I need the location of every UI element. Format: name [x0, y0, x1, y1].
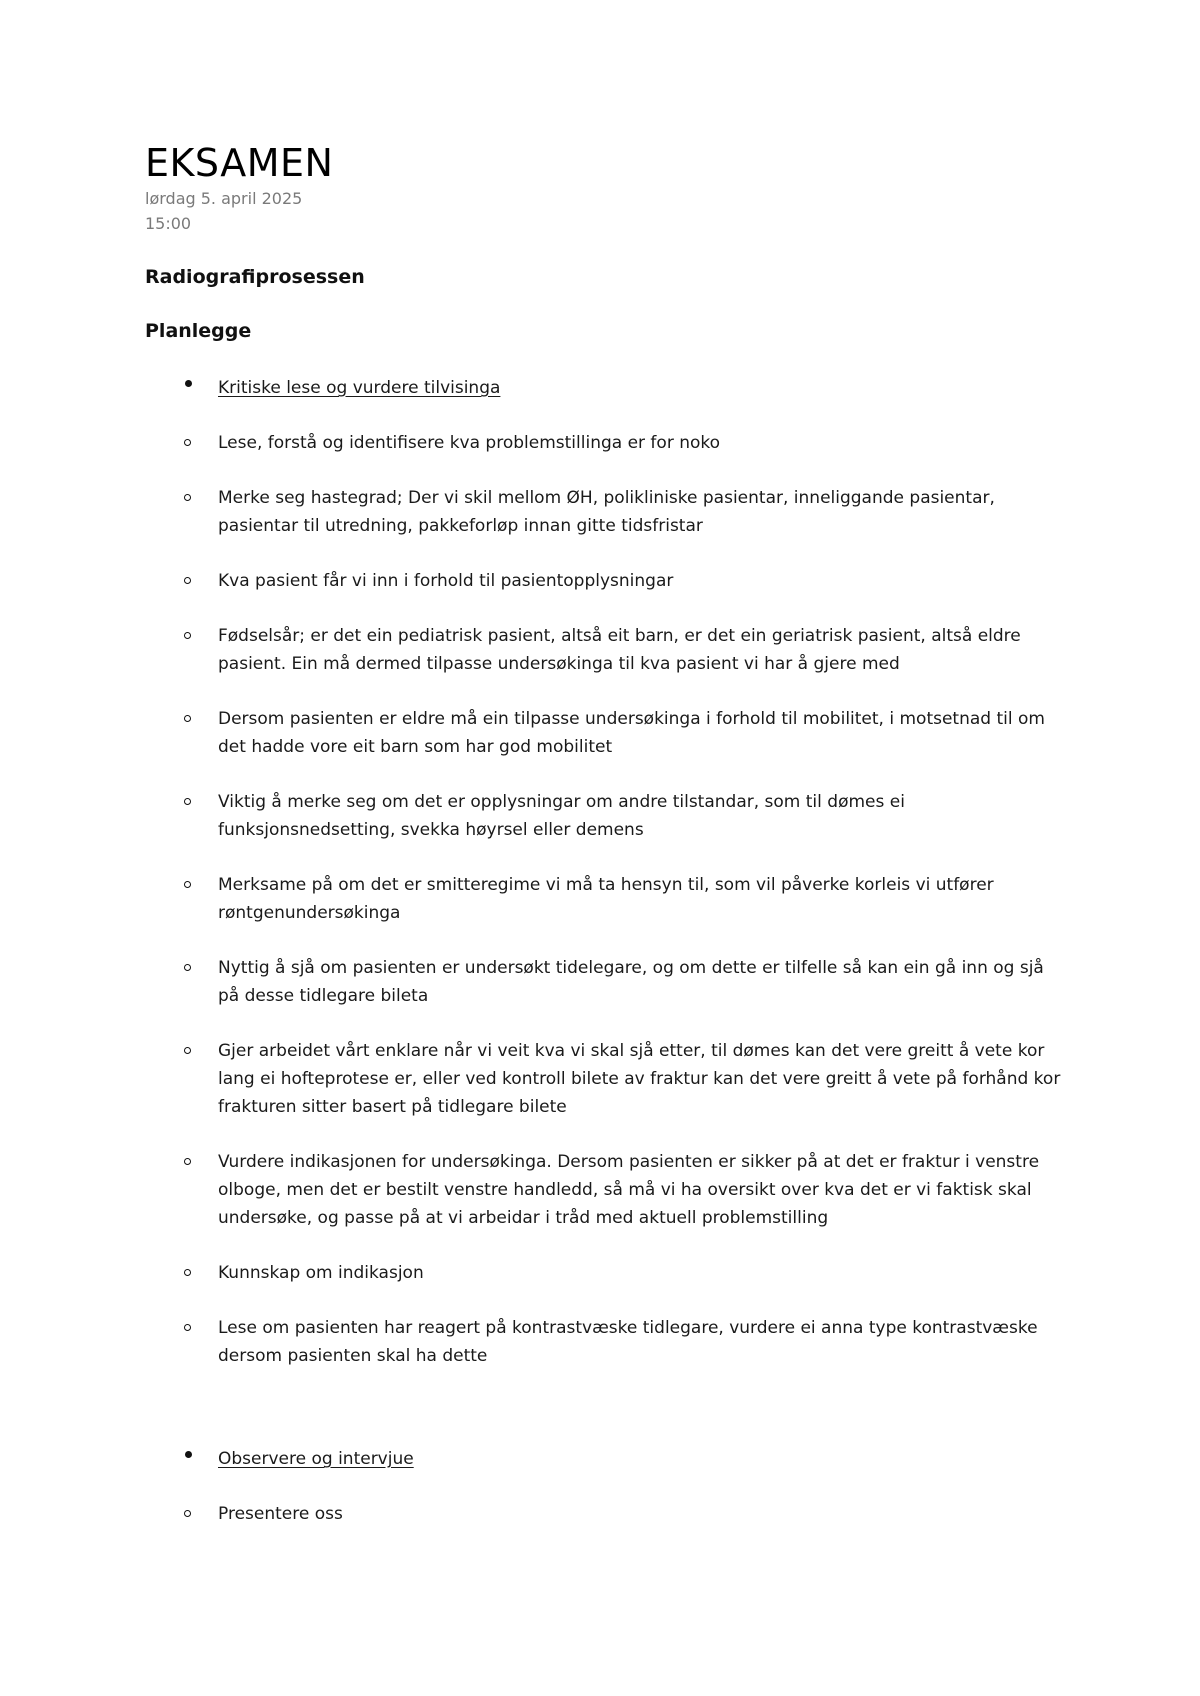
list-item	[145, 1259, 1065, 1287]
list-item	[145, 954, 1065, 1010]
section-heading: Radiografiprosessen	[145, 266, 365, 288]
list-item	[145, 567, 1065, 595]
bullet-list-2	[145, 1445, 1065, 1528]
page-date: lørdag 5. april 2025	[145, 189, 303, 208]
list-item-text: Merke seg hastegrad; Der vi skil mellom ØH, polikliniske pasientar, inneliggande pasientar, pasientar til utredning, pakkeforløp innan gitte tidsfristar	[218, 488, 995, 536]
circle-bullet-icon	[184, 494, 191, 501]
bullet-icon	[185, 380, 192, 387]
list-item	[145, 484, 1065, 540]
circle-bullet-icon	[184, 1158, 191, 1165]
list-item-text: Fødselsår; er det ein pediatrisk pasient, altså eit barn, er det ein geriatrisk pasient, altså eldre pasient. Ein må dermed tilpasse undersøkinga til kva pasient vi har å gjere med	[218, 626, 1021, 674]
circle-bullet-icon	[184, 715, 191, 722]
circle-bullet-icon	[184, 439, 191, 446]
circle-bullet-icon	[184, 798, 191, 805]
list-item-text: Merksame på om det er smitteregime vi må ta hensyn til, som vil påverke korleis vi utfører røntgenundersøkinga	[218, 875, 994, 923]
list-item-text: Gjer arbeidet vårt enklare når vi veit kva vi skal sjå etter, til dømes kan det vere greitt å vete kor lang ei hofteprotese er, eller ved kontroll bilete av fraktur kan det vere greitt å vete på forhånd kor frakturen sitter basert på tidlegare bilete	[218, 1041, 1061, 1117]
circle-bullet-icon	[184, 1269, 191, 1276]
list-item	[145, 1148, 1065, 1232]
circle-bullet-icon	[184, 1324, 191, 1331]
list-item-text: Kritiske lese og vurdere tilvisinga	[218, 378, 501, 398]
list-item-text: Dersom pasienten er eldre må ein tilpasse undersøkinga i forhold til mobilitet, i motsetnad til om det hadde vore eit barn som har god mobilitet	[218, 709, 1045, 757]
document-page	[145, 140, 1065, 1528]
circle-bullet-icon	[184, 577, 191, 584]
list-item	[145, 1314, 1065, 1370]
circle-bullet-icon	[184, 1510, 191, 1517]
page-time: 15:00	[145, 214, 192, 233]
paragraph-spacer	[145, 1370, 1065, 1418]
page-title: EKSAMEN	[145, 141, 334, 185]
list-item-text: Kva pasient får vi inn i forhold til pasientopplysningar	[218, 571, 674, 591]
list-item	[145, 1037, 1065, 1121]
list-item	[145, 788, 1065, 844]
list-item	[145, 705, 1065, 761]
circle-bullet-icon	[184, 632, 191, 639]
circle-bullet-icon	[184, 964, 191, 971]
list-item-text: Viktig å merke seg om det er opplysningar om andre tilstandar, som til dømes ei funksjonsnedsetting, svekka høyrsel eller demens	[218, 792, 905, 840]
list-item-text: Lese, forstå og identifisere kva problemstillinga er for noko	[218, 433, 721, 453]
list-item-text: Lese om pasienten har reagert på kontrastvæske tidlegare, vurdere ei anna type kontrastvæske dersom pasienten skal ha dette	[218, 1318, 1038, 1366]
bullet-list	[145, 374, 1065, 1370]
list-item	[145, 429, 1065, 457]
list-item	[145, 374, 1065, 402]
list-item-text: Kunnskap om indikasjon	[218, 1263, 424, 1283]
subsection-heading: Planlegge	[145, 320, 252, 342]
list-item-text: Presentere oss	[218, 1504, 343, 1524]
bullet-icon	[185, 1451, 192, 1458]
list-item	[145, 871, 1065, 927]
circle-bullet-icon	[184, 881, 191, 888]
circle-bullet-icon	[184, 1047, 191, 1054]
list-item-text: Observere og intervjue	[218, 1449, 414, 1469]
list-item-text: Vurdere indikasjonen for undersøkinga. Dersom pasienten er sikker på at det er fraktur i venstre olboge, men det er bestilt venstre handledd, så må vi ha oversikt over kva det er vi faktisk skal undersøke, og passe på at vi arbeidar i tråd med aktuell problemstilling	[218, 1152, 1040, 1228]
list-item	[145, 1500, 1065, 1528]
list-item	[145, 622, 1065, 678]
list-item	[145, 1445, 1065, 1473]
list-item-text: Nyttig å sjå om pasienten er undersøkt tidelegare, og om dette er tilfelle så kan ein gå inn og sjå på desse tidlegare bileta	[218, 958, 1044, 1006]
